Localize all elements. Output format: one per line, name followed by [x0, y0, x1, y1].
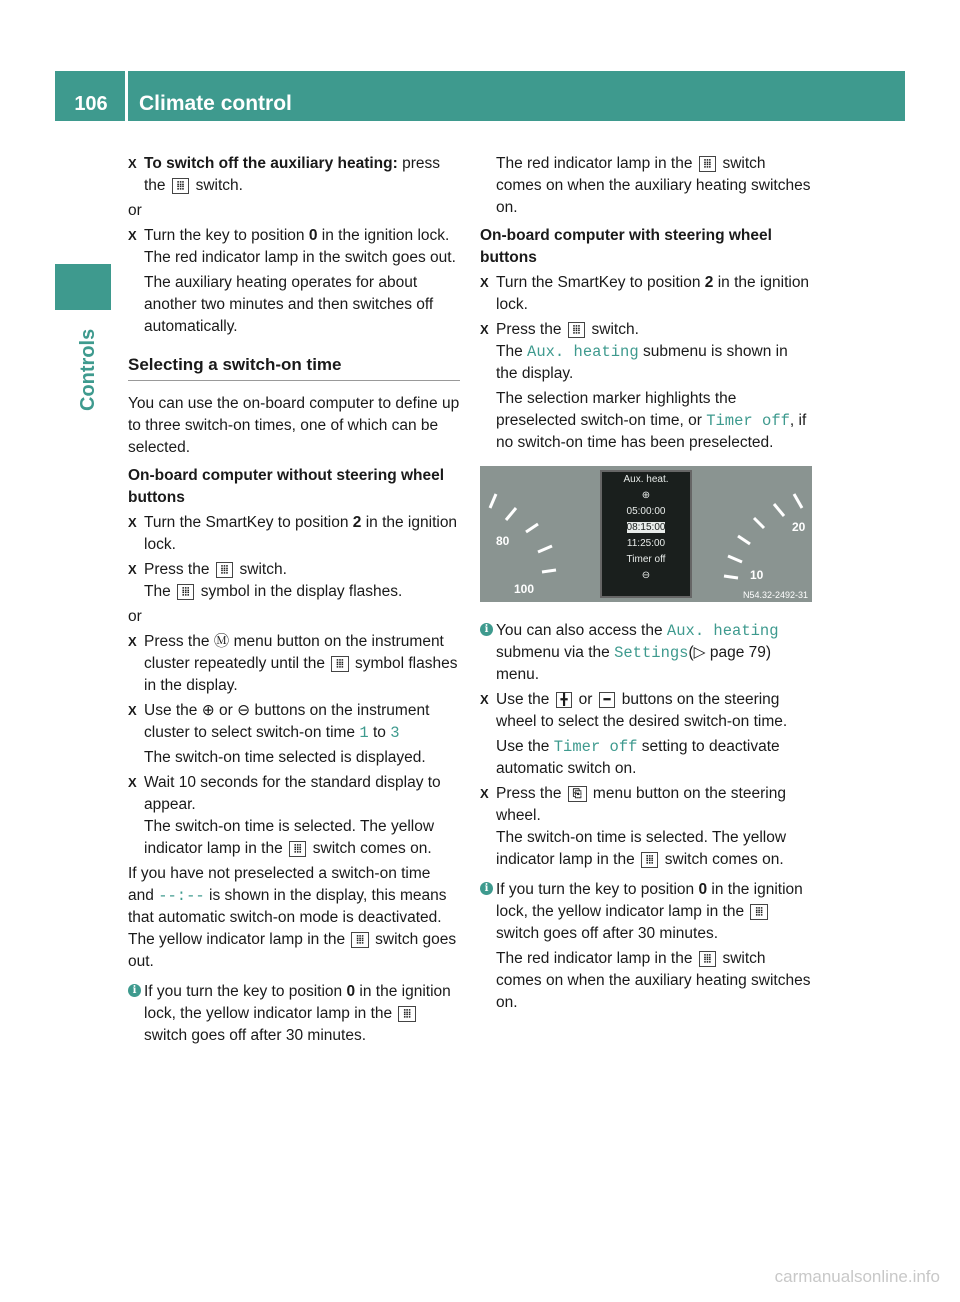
heat-switch-icon: ⦙⦙⦙ — [568, 322, 585, 338]
gauge-label-10: 10 — [750, 568, 764, 582]
step-marker-icon: X — [128, 228, 137, 243]
menu-button-icon: ⎘ — [568, 786, 587, 802]
chapter-title: Climate control — [139, 92, 292, 115]
heat-switch-icon: ⦙⦙⦙ — [641, 852, 658, 868]
display-plus-icon: ⊕ — [641, 490, 651, 501]
plus-button-icon: ╋ — [556, 692, 573, 708]
watermark: carmanualsonline.info — [774, 1267, 940, 1286]
heat-switch-icon: ⦙⦙⦙ — [699, 951, 716, 967]
or-text: or — [128, 202, 142, 219]
step-marker-icon: X — [128, 156, 137, 171]
instrument-cluster-figure — [480, 466, 812, 602]
info-icon: i — [480, 623, 493, 636]
step-press-switch: X Press the ⦙⦙⦙ switch. The Aux. heating submenu is shown in the display. — [480, 321, 788, 382]
result-text: Use the Timer off setting to deactivate automatic switch on. — [496, 738, 780, 777]
step-marker-icon: X — [480, 322, 489, 337]
plus-round-icon: ⊕ — [201, 702, 215, 719]
display-title: Aux. heat. — [623, 474, 669, 485]
side-tab — [55, 264, 111, 310]
result-text: The auxiliary heating operates for about another two minutes and then switches off automatically. — [144, 274, 434, 335]
step-marker-icon: X — [480, 692, 489, 707]
step-press-menu: X Press the ⎘ menu button on the steering wheel. The switch-on time is selected. The yellow indicator lamp in the ⦙⦙⦙ switch comes on. — [480, 785, 787, 868]
step-marker-icon: X — [128, 775, 137, 790]
display-timer-off: Timer off — [626, 554, 666, 565]
figure-caption: N54.32-2492-31 — [742, 590, 808, 600]
gauge-label-20: 20 — [792, 520, 806, 534]
page-number: 106 — [74, 93, 108, 115]
step-smartkey: X Turn the SmartKey to position 2 in the ignition lock. — [128, 514, 458, 553]
display-time-3: 11:25:00 — [626, 538, 666, 549]
step-marker-icon: X — [128, 703, 137, 718]
red-lamp-text: The red indicator lamp in the ⦙⦙⦙ switch comes on when the auxiliary heating switches on. — [496, 950, 811, 1011]
info-note: i If you turn the key to position 0 in the ignition lock, the yellow indicator lamp in the ⦙⦙⦙ switch goes off after 30 minutes. — [128, 981, 460, 1047]
step-select-time: X Use the ⊕ or ⊖ buttons on the instrument cluster to select switch-on time 1 to 3 — [128, 702, 430, 742]
display-time-2: 08:15:00 — [626, 522, 666, 533]
section-tab-label: Controls — [77, 328, 99, 411]
display-time-1: 05:00:00 — [626, 506, 666, 517]
step-use-buttons: X Use the ╋ or ━ buttons on the steering wheel to select the desired switch-on time. — [480, 691, 788, 730]
display-screen — [600, 470, 692, 598]
result-text: The selection marker highlights the preselected switch-on time, or Timer off, if no switch-on time has been preselected. — [496, 390, 807, 451]
step-menu-button: X Press the Ⓜ menu button on the instrument cluster repeatedly until the ⦙⦙⦙ symbol flashes in the display. — [128, 633, 458, 694]
menu-m-icon: Ⓜ — [213, 633, 230, 650]
heat-switch-icon: ⦙⦙⦙ — [177, 584, 194, 600]
heat-switch-icon: ⦙⦙⦙ — [699, 156, 716, 172]
step-marker-icon: X — [128, 562, 137, 577]
intro-paragraph: You can use the on-board computer to define up to three switch-on times, one of which can be selected. — [128, 395, 460, 456]
step-press-switch: X Press the ⦙⦙⦙ switch. The ⦙⦙⦙ symbol in the display flashes. — [128, 561, 403, 600]
step-marker-icon: X — [128, 634, 137, 649]
step-marker-icon: X — [128, 515, 137, 530]
subhead: On-board computer with steering wheel buttons — [480, 227, 772, 266]
paragraph-no-preselection: If you have not preselected a switch-on time and --:-- is shown in the display, this means that automatic switch-on mode is deactivated. The yellow indicator lamp in the ⦙⦙⦙ switch goes out. — [128, 865, 457, 970]
heat-switch-icon: ⦙⦙⦙ — [351, 932, 368, 948]
info-icon: i — [480, 882, 493, 895]
info-icon: i — [128, 984, 141, 997]
heat-switch-icon: ⦙⦙⦙ — [398, 1006, 415, 1022]
display-content — [602, 472, 690, 584]
left-column — [128, 153, 460, 1050]
heat-switch-icon: ⦙⦙⦙ — [750, 904, 767, 920]
section-title: Selecting a switch-on time — [128, 354, 460, 381]
step-marker-icon: X — [480, 786, 489, 801]
info-note: i You can also access the Aux. heating submenu via the Settings(▷ page 79) menu. — [480, 620, 812, 686]
heat-switch-icon: ⦙⦙⦙ — [289, 841, 306, 857]
subhead: On-board computer without steering wheel buttons — [128, 467, 445, 506]
step-turn-key: X Turn the key to position 0 in the ignition lock. The red indicator lamp in the switch goes out. — [128, 227, 456, 266]
heat-switch-icon: ⦙⦙⦙ — [216, 562, 233, 578]
heat-switch-icon: ⦙⦙⦙ — [172, 178, 189, 194]
minus-button-icon: ━ — [599, 692, 616, 708]
step-smartkey: X Turn the SmartKey to position 2 in the ignition lock. — [480, 274, 810, 313]
info-note: i If you turn the key to position 0 in the ignition lock, the yellow indicator lamp in the ⦙⦙⦙ switch goes off after 30 minutes. — [480, 879, 812, 945]
step-switch-off: X To switch off the auxiliary heating: press the ⦙⦙⦙ switch. — [128, 155, 440, 194]
header-divider — [125, 71, 128, 121]
right-column — [480, 153, 812, 1017]
step-marker-icon: X — [480, 275, 489, 290]
gauge-label-80: 80 — [496, 534, 510, 548]
step-wait: X Wait 10 seconds for the standard display to appear. The switch-on time is selected. The yellow indicator lamp in the ⦙⦙⦙ switch comes on. — [128, 774, 441, 857]
or-text: or — [128, 608, 142, 625]
display-minus-icon: ⊖ — [641, 570, 651, 581]
heat-switch-icon: ⦙⦙⦙ — [331, 656, 348, 672]
minus-round-icon: ⊖ — [237, 702, 251, 719]
result-text: The switch-on time selected is displayed. — [144, 749, 426, 766]
red-lamp-text: The red indicator lamp in the ⦙⦙⦙ switch comes on when the auxiliary heating switches on. — [496, 155, 811, 216]
gauge-label-100: 100 — [514, 582, 535, 596]
